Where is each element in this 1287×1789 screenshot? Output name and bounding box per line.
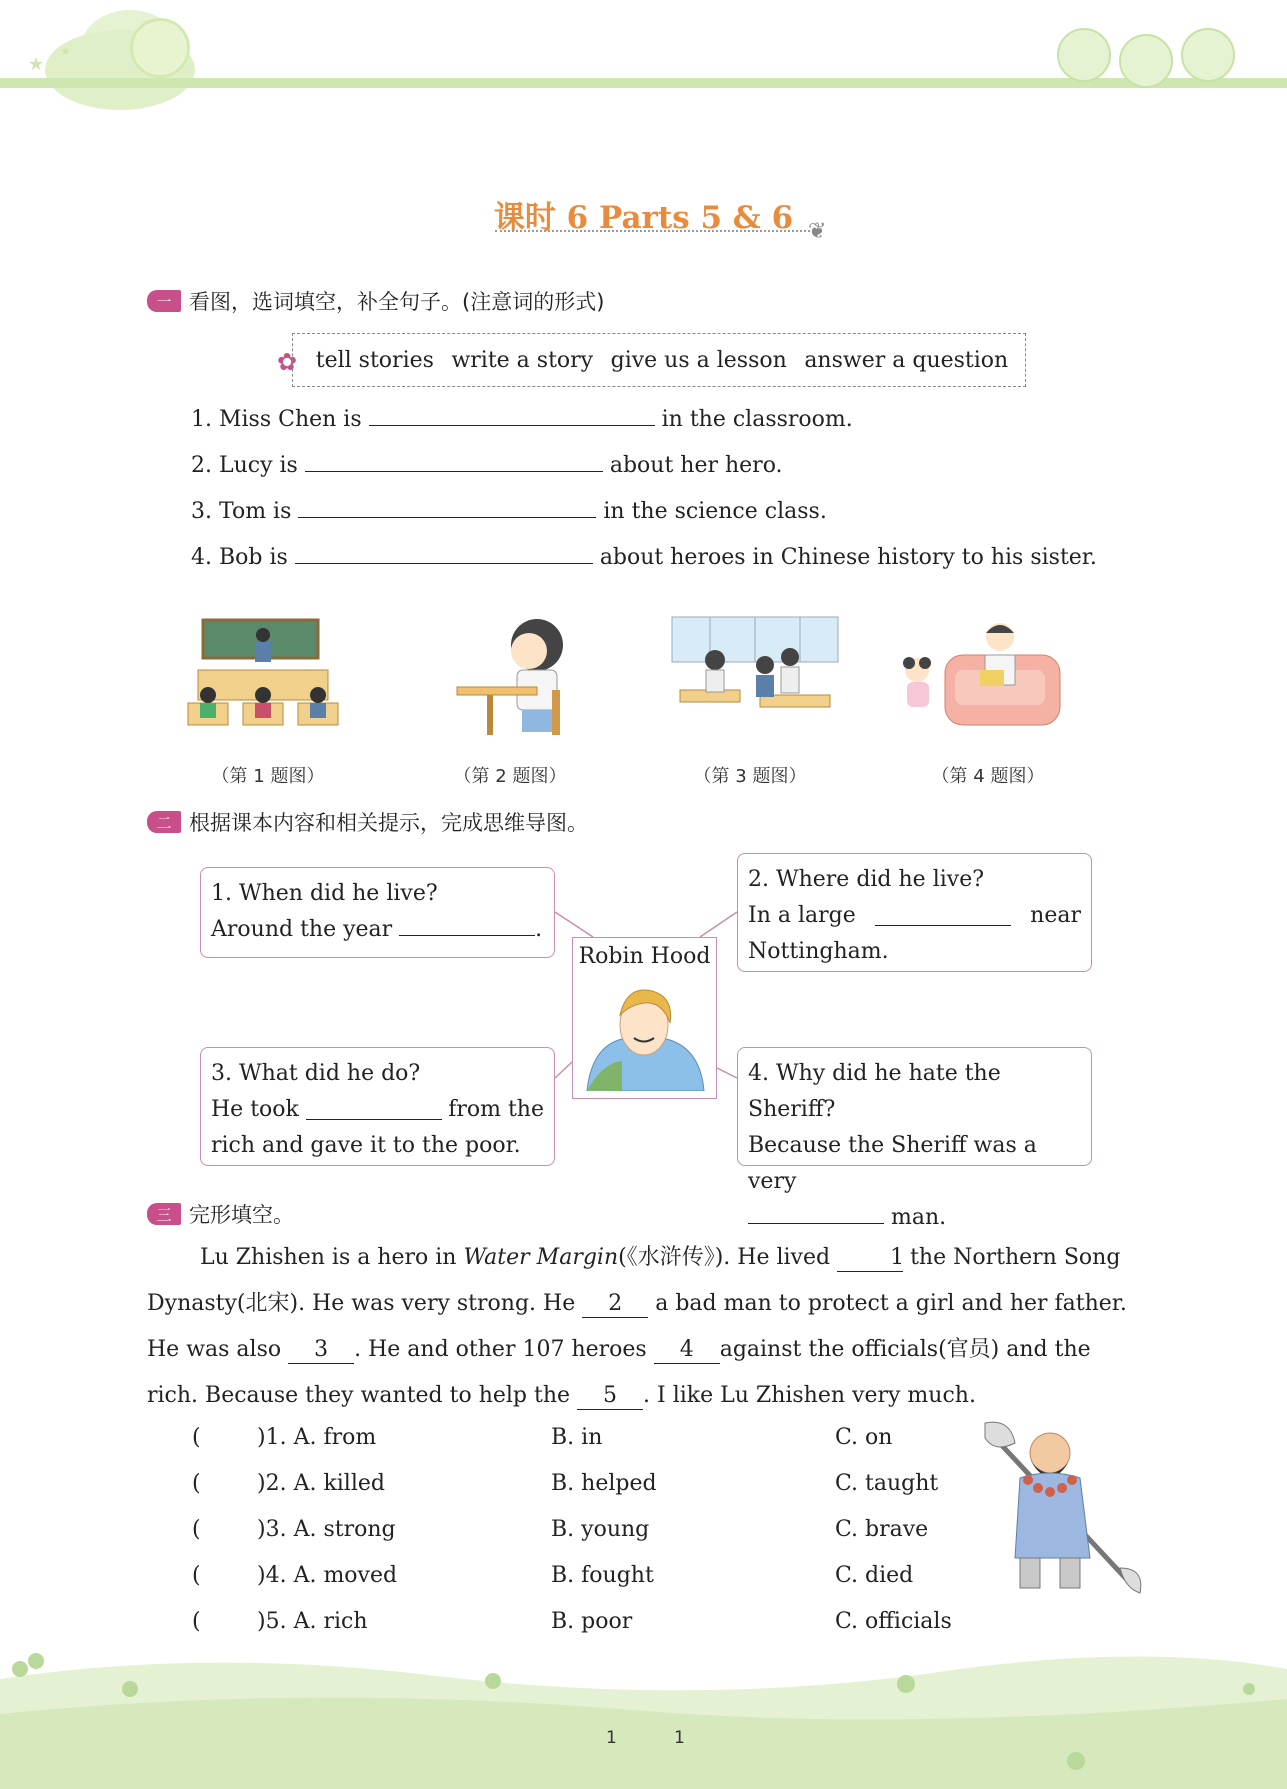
- option-b: B. poor: [551, 1609, 633, 1634]
- boy-reading-to-sister-image: [895, 615, 1065, 740]
- mind-map-why: [737, 1047, 1092, 1230]
- passage-line: [147, 1327, 1159, 1373]
- section-instruction: 看图，选词填空，补全句子。(注意词的形式): [189, 290, 605, 314]
- sun-icon: [130, 18, 190, 78]
- passage-line: [147, 1281, 1159, 1327]
- option-c: C. on: [835, 1425, 893, 1450]
- answer-blank[interactable]: [298, 498, 596, 518]
- option-b: B. fought: [551, 1563, 654, 1588]
- sentence-text: 4. Bob is: [191, 545, 288, 570]
- answer-text: In a large: [748, 903, 856, 928]
- mind-map-answer: [748, 1200, 1081, 1236]
- option-b: B. helped: [551, 1471, 657, 1496]
- option-a: )3. A. strong: [257, 1517, 396, 1542]
- option-c: C. officials: [835, 1609, 952, 1634]
- answer-blank[interactable]: [306, 1100, 442, 1120]
- mind-map-when: [200, 867, 555, 958]
- page-number: 1: [606, 1728, 617, 1748]
- sentence-2: [191, 452, 783, 478]
- answer-paren[interactable]: (: [192, 1517, 201, 1542]
- answer-blank[interactable]: [875, 906, 1011, 926]
- answer-text: He took: [211, 1097, 299, 1122]
- cloze-blank[interactable]: 2: [582, 1291, 648, 1318]
- word-bank: [292, 333, 1026, 387]
- sentence-4: [191, 544, 1097, 570]
- passage-text: a bad man to protect a girl and her father.: [655, 1291, 1127, 1316]
- answer-paren[interactable]: (: [192, 1563, 201, 1588]
- page-number: 1: [674, 1728, 685, 1748]
- option-a: )5. A. rich: [257, 1609, 368, 1634]
- passage-text: . He and other 107 heroes: [354, 1337, 647, 1362]
- word-option: answer a question: [804, 347, 1009, 373]
- classroom-teacher-image: [183, 615, 353, 740]
- option-b: B. young: [551, 1517, 650, 1542]
- option-a: )1. A. from: [257, 1425, 377, 1450]
- option-c: C. died: [835, 1563, 914, 1588]
- sentence-text: in the classroom.: [661, 407, 853, 432]
- answer-blank[interactable]: [399, 916, 535, 936]
- animal-faces-decoration: [1047, 28, 1247, 84]
- cloze-blank[interactable]: 5: [577, 1383, 643, 1410]
- passage-text: (《水浒传》). He lived: [618, 1245, 831, 1270]
- cloze-blank[interactable]: 4: [654, 1337, 720, 1364]
- section-3-heading: [147, 1199, 294, 1229]
- section-instruction: 根据课本内容和相关提示，完成思维导图。: [189, 811, 588, 835]
- mind-map-question: 2. Where did he live?: [748, 867, 985, 892]
- girl-writing-image: [447, 615, 617, 740]
- cloze-blank[interactable]: 3: [288, 1337, 354, 1364]
- cloze-passage: [147, 1235, 1159, 1419]
- section-1-heading: [147, 286, 604, 316]
- option-row-3: [192, 1517, 928, 1542]
- word-option: write a story: [451, 347, 594, 373]
- answer-text: man.: [891, 1205, 947, 1230]
- option-c: C. taught: [835, 1471, 939, 1496]
- sentence-text: 3. Tom is: [191, 499, 292, 524]
- answer-blank[interactable]: [369, 406, 655, 426]
- section-instruction: 完形填空。: [189, 1203, 294, 1227]
- section-badge: 一: [147, 290, 181, 312]
- lu-zhishen-image: [980, 1418, 1145, 1598]
- sentence-text: about heroes in Chinese history to his sister.: [599, 545, 1097, 570]
- mind-map-answer: [211, 912, 544, 948]
- title-underline: [495, 230, 810, 232]
- passage-text: . I like Lu Zhishen very much.: [643, 1383, 976, 1408]
- passage-line: [147, 1235, 1159, 1281]
- picture-caption: （第 4 题图）: [931, 766, 1045, 787]
- sentence-text: 2. Lucy is: [191, 453, 298, 478]
- passage-text: Lu Zhishen is a hero in: [200, 1245, 464, 1270]
- footer-hills-decoration: [0, 1639, 1287, 1789]
- passage-text: He was also: [147, 1337, 282, 1362]
- section-badge: 三: [147, 1203, 181, 1225]
- science-class-image: [670, 615, 840, 740]
- mind-map-where: [737, 853, 1092, 972]
- answer-text: Around the year: [211, 917, 393, 942]
- section-2-heading: [147, 807, 588, 837]
- sentence-1: [191, 406, 853, 432]
- center-label: Robin Hood: [578, 944, 711, 969]
- bunny-icon: ✿: [277, 348, 298, 376]
- word-option: tell stories: [315, 347, 434, 373]
- sentence-text: about her hero.: [609, 453, 783, 478]
- picture-caption: （第 3 题图）: [693, 766, 807, 787]
- passage-text: Dynasty(北宋). He was very strong. He: [147, 1291, 576, 1316]
- mind-map-question: 4. Why did he hate the Sheriff?: [748, 1061, 1001, 1122]
- leaf-icon: ❦: [808, 219, 827, 244]
- cat-face-icon: [1057, 28, 1111, 82]
- mind-map-question: 1. When did he live?: [211, 881, 438, 906]
- answer-text: Because the Sheriff was a very: [748, 1133, 1037, 1194]
- lesson-title: 课时 6 Parts 5 & 6: [493, 200, 794, 236]
- answer-text: Nottingham.: [748, 939, 889, 964]
- picture-caption: （第 1 题图）: [211, 766, 325, 787]
- option-row-5: [192, 1609, 952, 1634]
- mind-map-what: [200, 1047, 555, 1166]
- mind-map-question: 3. What did he do?: [211, 1061, 421, 1086]
- mind-map-answer: [748, 898, 1081, 934]
- answer-text: rich and gave it to the poor.: [211, 1133, 521, 1158]
- book-title: Water Margin: [463, 1245, 619, 1270]
- option-row-4: [192, 1563, 913, 1588]
- cloze-blank[interactable]: 1: [837, 1245, 903, 1272]
- answer-blank[interactable]: [295, 544, 593, 564]
- section-badge: 二: [147, 811, 181, 833]
- star-icon: ★: [60, 44, 71, 58]
- mind-map-answer: [211, 1092, 544, 1128]
- passage-line: [147, 1373, 1159, 1419]
- answer-blank[interactable]: [748, 1204, 884, 1224]
- bear-face-icon: [1119, 34, 1173, 88]
- sentence-text: in the science class.: [603, 499, 827, 524]
- answer-text: near: [1030, 903, 1081, 928]
- option-b: B. in: [551, 1425, 603, 1450]
- option-row-2: [192, 1471, 938, 1496]
- option-a: )2. A. killed: [257, 1471, 385, 1496]
- passage-text: against the officials(官员) and the: [719, 1337, 1091, 1362]
- option-row-1: [192, 1425, 892, 1450]
- option-a: )4. A. moved: [257, 1563, 398, 1588]
- robin-hood-image: [582, 983, 707, 1091]
- picture-caption: （第 2 题图）: [453, 766, 567, 787]
- word-option: give us a lesson: [610, 347, 787, 373]
- star-icon: ★: [28, 54, 45, 75]
- answer-paren[interactable]: (: [192, 1471, 201, 1496]
- option-c: C. brave: [835, 1517, 929, 1542]
- passage-text: the Northern Song: [910, 1245, 1121, 1270]
- sentence-text: 1. Miss Chen is: [191, 407, 362, 432]
- answer-text: .: [535, 917, 543, 942]
- answer-paren[interactable]: (: [192, 1425, 201, 1450]
- sentence-3: [191, 498, 827, 524]
- answer-blank[interactable]: [305, 452, 603, 472]
- answer-text: from the: [448, 1097, 544, 1122]
- passage-text: rich. Because they wanted to help the: [147, 1383, 571, 1408]
- answer-paren[interactable]: (: [192, 1609, 201, 1634]
- monkey-face-icon: [1181, 28, 1235, 82]
